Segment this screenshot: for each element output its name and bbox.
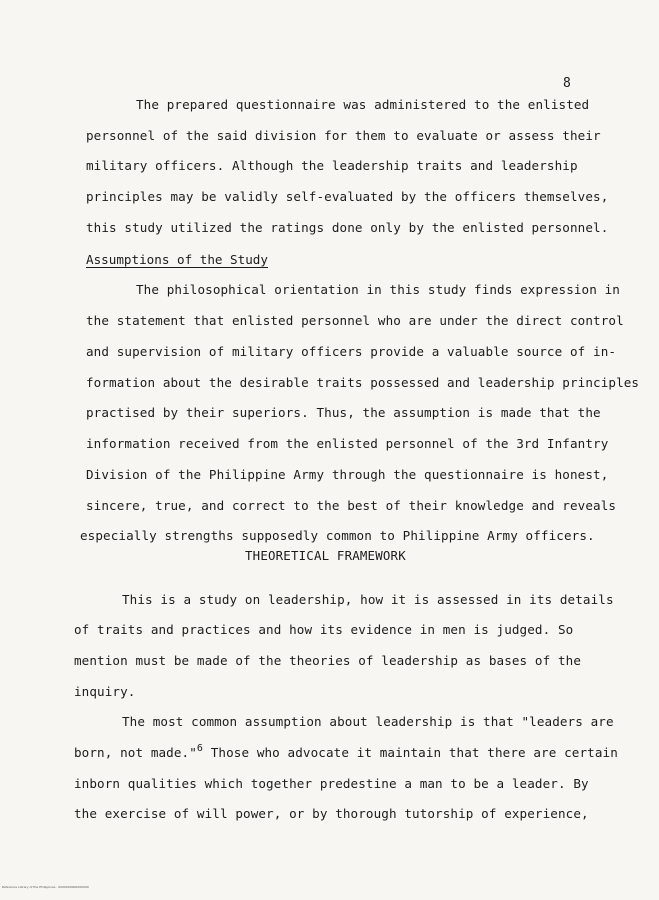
paragraph-4-line-1: The most common assumption about leadership is that "leaders are — [122, 714, 614, 729]
paragraph-2-line-7: Division of the Philippine Army through the questionnaire is honest, — [86, 467, 609, 482]
section-heading-theoretical-framework: THEORETICAL FRAMEWORK — [245, 548, 406, 563]
paragraph-1-line-1: The prepared questionnaire was administered to the enlisted — [136, 97, 590, 112]
paragraph-3-line-2: of traits and practices and how its evidence in men is judged. So — [74, 622, 574, 637]
footnote-marker: 6 — [196, 743, 204, 754]
paragraph-4-line-4: the exercise of will power, or by thorough tutorship of experience, — [74, 806, 589, 821]
paragraph-2-line-5: practised by their superiors. Thus, the assumption is made that the — [86, 405, 601, 420]
paragraph-1-line-5: this study utilized the ratings done only by the enlisted personnel. — [86, 220, 609, 235]
paragraph-4-line-2 — [74, 745, 618, 761]
paragraph-3-line-4: inquiry. — [74, 684, 136, 699]
paragraph-1-line-2: personnel of the said division for them to evaluate or assess their — [86, 128, 601, 143]
paragraph-2-line-1: The philosophical orientation in this study finds expression in — [136, 282, 620, 297]
paragraph-1-line-3: military officers. Although the leadership traits and leadership — [86, 158, 578, 173]
page-number: 8 — [563, 76, 571, 91]
paragraph-2-line-4: formation about the desirable traits possessed and leadership principles — [86, 375, 640, 390]
paragraph-2-line-9: especially strengths supposedly common to Philippine Army officers. — [80, 528, 595, 543]
paragraph-2-line-8: sincere, true, and correct to the best of their knowledge and reveals — [86, 498, 617, 513]
paragraph-3-line-3: mention must be made of the theories of leadership as bases of the — [74, 653, 582, 668]
paragraph-2-line-6: information received from the enlisted personnel of the 3rd Infantry — [86, 436, 609, 451]
paragraph-3-line-1: This is a study on leadership, how it is assessed in its details — [122, 592, 614, 607]
section-heading-assumptions: Assumptions of the Study — [86, 252, 268, 267]
paragraph-4-line-2-start: born, not made." — [74, 745, 197, 760]
paragraph-1-line-4: principles may be validly self-evaluated by the officers themselves, — [86, 189, 609, 204]
paragraph-4-line-3: inborn qualities which together predestine a man to be a leader. By — [74, 776, 589, 791]
paragraph-4-line-2-end: Those who advocate it maintain that there are certain — [203, 745, 618, 760]
scan-footer: Reference Library of the Philippines · 0000000000000000 — [2, 885, 89, 889]
paragraph-2-line-3: and supervision of military officers provide a valuable source of in- — [86, 344, 617, 359]
paragraph-2-line-2: the statement that enlisted personnel who are under the direct control — [86, 313, 624, 328]
